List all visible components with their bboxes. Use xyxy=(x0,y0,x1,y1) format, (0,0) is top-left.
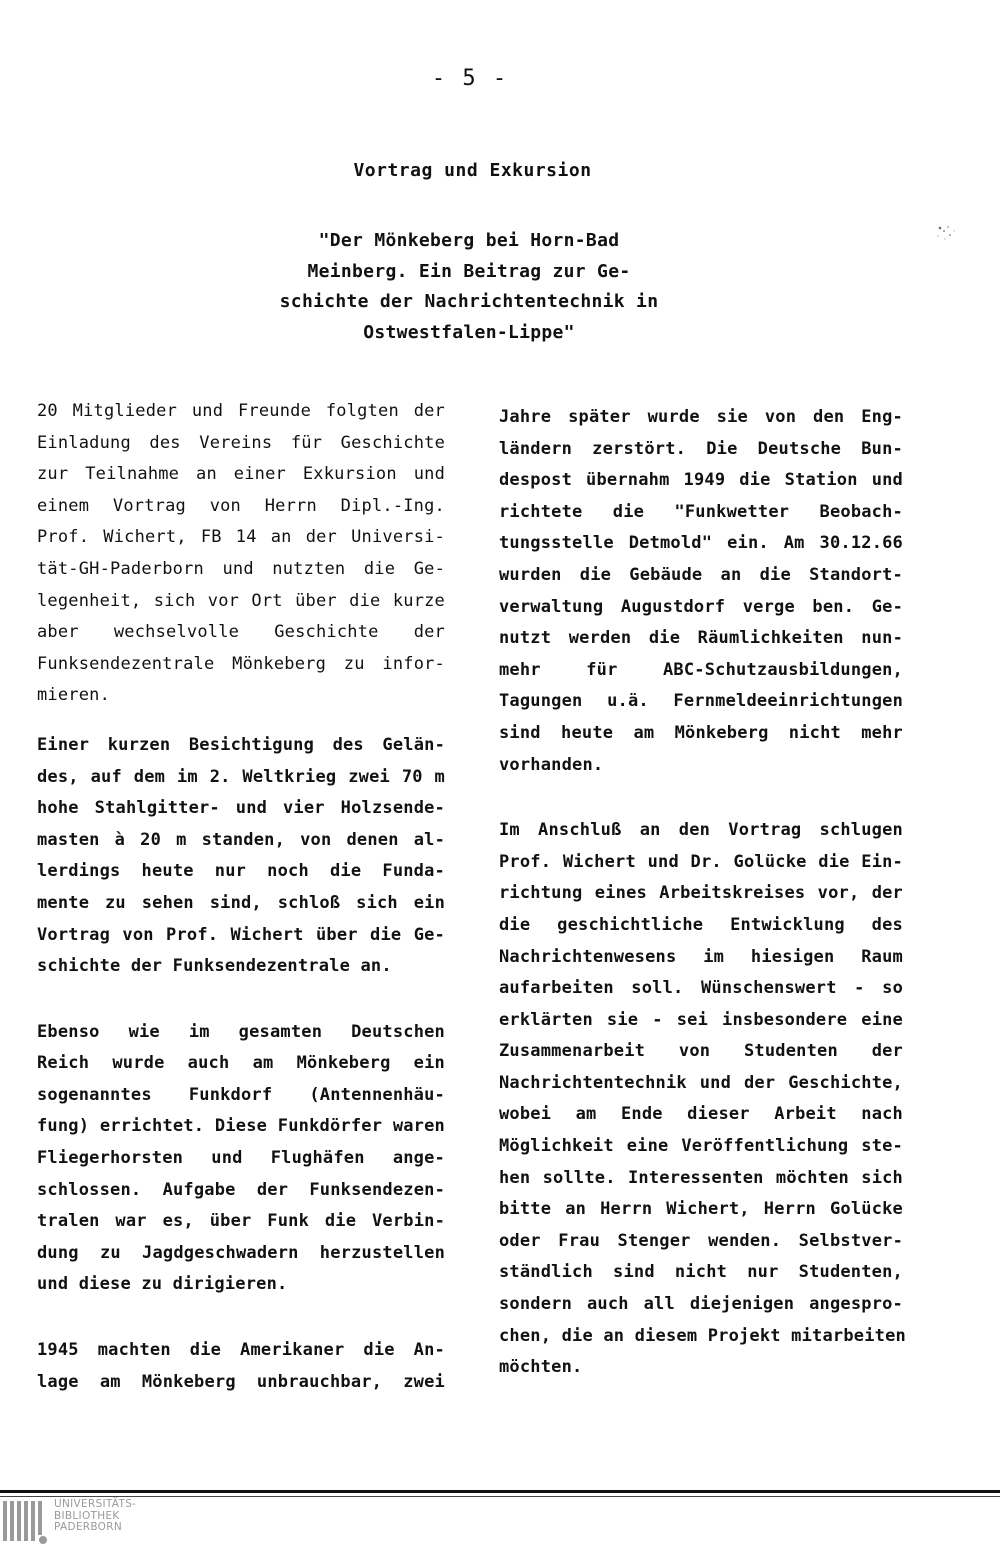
text-line: möchten. xyxy=(499,1357,583,1378)
text-line: nutzt werden die Räumlichkeiten nun- xyxy=(499,628,903,649)
text-line: vorhanden. xyxy=(499,754,604,775)
text-line: richtung eines Arbeitskreises vor, der xyxy=(499,883,903,904)
text-line: ständlich sind nicht nur Studenten, xyxy=(499,1262,903,1283)
text-line: richtete die "Funkwetter Beobach- xyxy=(499,501,903,522)
library-logo-bars-icon xyxy=(2,1499,50,1545)
text-line: erklärten sie - sei insbesondere eine xyxy=(499,1009,903,1030)
text-line: sind heute am Mönkeberg nicht mehr xyxy=(499,722,903,743)
text-line: die geschichtliche Entwicklung des xyxy=(499,914,903,935)
text-line: einem Vortrag von Herrn Dipl.-Ing. xyxy=(37,495,445,516)
text-line: hohe Stahlgitter- und vier Holzsende- xyxy=(37,798,445,819)
left-column xyxy=(37,396,445,1416)
text-line: oder Frau Stenger wenden. Selbstver- xyxy=(499,1230,903,1251)
library-logo-line: UNIVERSITÄTS- xyxy=(54,1498,137,1510)
subtitle-line: "Der Mönkeberg bei Horn-Bad xyxy=(318,230,620,251)
scan-speck xyxy=(930,222,960,248)
text-line: Ebenso wie im gesamten Deutschen xyxy=(37,1021,445,1042)
text-line: wobei am Ende dieser Arbeit nach xyxy=(499,1104,903,1125)
text-line: Möglichkeit eine Veröffentlichung ste- xyxy=(499,1136,903,1157)
text-line: Prof. Wichert, FB 14 an der Universi- xyxy=(37,527,445,548)
text-line: Reich wurde auch am Mönkeberg ein xyxy=(37,1053,445,1074)
text-line: legenheit, sich vor Ort über die kurze xyxy=(37,590,445,611)
text-line: schlossen. Aufgabe der Funksendezen- xyxy=(37,1179,445,1200)
text-line: Vortrag von Prof. Wichert über die Ge- xyxy=(37,924,445,945)
subtitle-line: schichte der Nachrichtentechnik in xyxy=(279,291,659,312)
text-line: Nachrichtenwesens im hiesigen Raum xyxy=(499,946,903,967)
text-line: Funksendezentrale Mönkeberg zu infor- xyxy=(37,653,445,674)
library-logo-text xyxy=(54,1499,136,1534)
article-subtitle xyxy=(0,226,938,348)
paragraph xyxy=(37,396,445,712)
text-line: lerdings heute nur noch die Funda- xyxy=(37,861,445,882)
text-line: wurden die Gebäude an die Standort- xyxy=(499,564,903,585)
text-line: sogenanntes Funkdorf (Antennenhäu- xyxy=(37,1084,445,1105)
footer-rule xyxy=(0,1490,1000,1493)
text-line: und diese zu dirigieren. xyxy=(37,1274,288,1295)
text-line: Zusammenarbeit von Studenten der xyxy=(499,1041,903,1062)
text-line: Nachrichtentechnik und der Geschichte, xyxy=(499,1072,903,1093)
text-line: Fliegerhorsten und Flughäfen ange- xyxy=(37,1148,445,1169)
text-line: Jahre später wurde sie von den Eng- xyxy=(499,407,903,427)
text-line: hen sollte. Interessenten möchten sich xyxy=(499,1167,903,1188)
text-line: tät-GH-Paderborn und nutzten die Ge- xyxy=(37,558,445,579)
library-logo xyxy=(0,1497,200,1547)
right-column xyxy=(499,402,906,1402)
text-line: fung) errichtet. Diese Funkdörfer waren xyxy=(37,1116,445,1137)
text-line: zur Teilnahme an einer Exkursion und xyxy=(37,464,445,485)
paragraph xyxy=(499,402,903,781)
text-line: verwaltung Augustdorf verge ben. Ge- xyxy=(499,596,903,617)
text-line: bitte an Herrn Wichert, Herrn Golücke xyxy=(499,1199,903,1220)
text-line: ländern zerstört. Die Deutsche Bun- xyxy=(499,438,903,459)
text-line: lage am Mönkeberg unbrauchbar, zwei xyxy=(37,1371,445,1392)
text-line: sondern auch all diejenigen angespro- xyxy=(499,1294,903,1315)
text-line: 20 Mitglieder und Freunde folgten der xyxy=(37,401,445,421)
text-line: schichte der Funksendezentrale an. xyxy=(37,956,392,977)
subtitle-line: Ostwestfalen-Lippe" xyxy=(363,321,575,343)
text-line: tungsstelle Detmold" ein. Am 30.12.66 xyxy=(499,533,903,554)
paragraph xyxy=(499,815,906,1384)
text-line: aber wechselvolle Geschichte der xyxy=(37,622,445,643)
text-line: Einladung des Vereins für Geschichte xyxy=(37,432,445,453)
text-line: Im Anschluß an den Vortrag schlugen xyxy=(499,820,903,841)
library-logo-line: BIBLIOTHEK xyxy=(54,1509,120,1522)
text-line: Einer kurzen Besichtigung des Gelän- xyxy=(37,734,445,755)
library-logo-line: PADERBORN xyxy=(54,1521,122,1533)
text-line: chen, die an diesem Projekt mitarbeiten xyxy=(499,1325,906,1346)
article-heading: Vortrag und Exkursion xyxy=(353,160,592,181)
text-line: des, auf dem im 2. Weltkrieg zwei 70 m xyxy=(37,766,445,787)
text-line: 1945 machten die Amerikaner die An- xyxy=(37,1340,445,1361)
paragraph xyxy=(37,1017,445,1301)
paragraph xyxy=(37,1335,445,1398)
text-line: mieren. xyxy=(37,685,111,706)
page-number: - 5 - xyxy=(431,66,509,91)
subtitle-line: Meinberg. Ein Beitrag zur Ge- xyxy=(307,260,631,282)
text-line: mente zu sehen sind, schloß sich ein xyxy=(37,892,445,913)
text-line: masten à 20 m standen, von denen al- xyxy=(37,829,445,850)
text-line: dung zu Jagdgeschwadern herzustellen xyxy=(37,1242,445,1263)
text-line: mehr für ABC-Schutzausbildungen, xyxy=(499,659,903,680)
text-line: aufarbeiten soll. Wünschenswert - so xyxy=(499,978,903,999)
text-line: Tagungen u.ä. Fernmeldeeinrichtungen xyxy=(499,691,903,712)
text-line: tralen war es, über Funk die Verbin- xyxy=(37,1211,445,1232)
text-line: despost übernahm 1949 die Station und xyxy=(499,470,903,491)
paragraph xyxy=(37,730,445,983)
text-line: Prof. Wichert und Dr. Golücke die Ein- xyxy=(499,851,903,872)
